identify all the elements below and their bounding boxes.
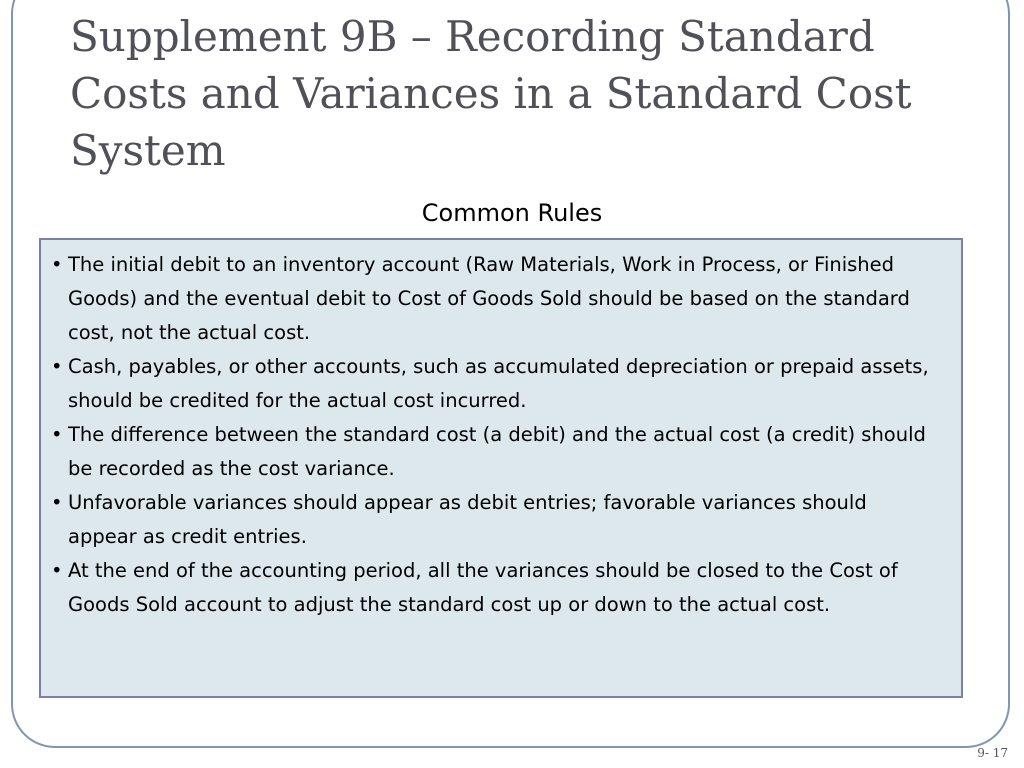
rule-text: The initial debit to an inventory account (Raw Materials, Work in Process, or Finished Goods) and the eventual debit to Cost of Goods Sold should be based on the standard cost, not the actual cost.: [68, 253, 910, 344]
bullet-icon: •: [51, 355, 63, 378]
bullet-icon: •: [51, 491, 63, 514]
rule-text: The difference between the standard cost (a debit) and the actual cost (a credit) should be recorded as the cost variance.: [68, 423, 926, 480]
rule-item: [51, 486, 941, 554]
rule-item: [51, 418, 941, 486]
rules-box: [39, 238, 963, 698]
rule-item: [51, 350, 941, 418]
bullet-icon: •: [51, 423, 63, 446]
section-subtitle: Common Rules: [421, 199, 603, 227]
rule-item: [51, 248, 941, 350]
rule-text: Cash, payables, or other accounts, such as accumulated depreciation or prepaid assets, should be credited for the actual cost incurred.: [68, 355, 929, 412]
bullet-icon: •: [51, 253, 63, 276]
rules-list: [51, 248, 941, 622]
rule-item: [51, 554, 941, 622]
slide-number: 9- 17: [977, 746, 1008, 760]
slide-title: Supplement 9B – Recording Standard Costs and Variances in a Standard Cost System: [70, 12, 912, 175]
bullet-icon: •: [51, 559, 63, 582]
rule-text: Unfavorable variances should appear as debit entries; favorable variances should appear as credit entries.: [68, 491, 867, 548]
rule-text: At the end of the accounting period, all the variances should be closed to the Cost of Goods Sold account to adjust the standard cost up or down to the actual cost.: [68, 559, 898, 616]
